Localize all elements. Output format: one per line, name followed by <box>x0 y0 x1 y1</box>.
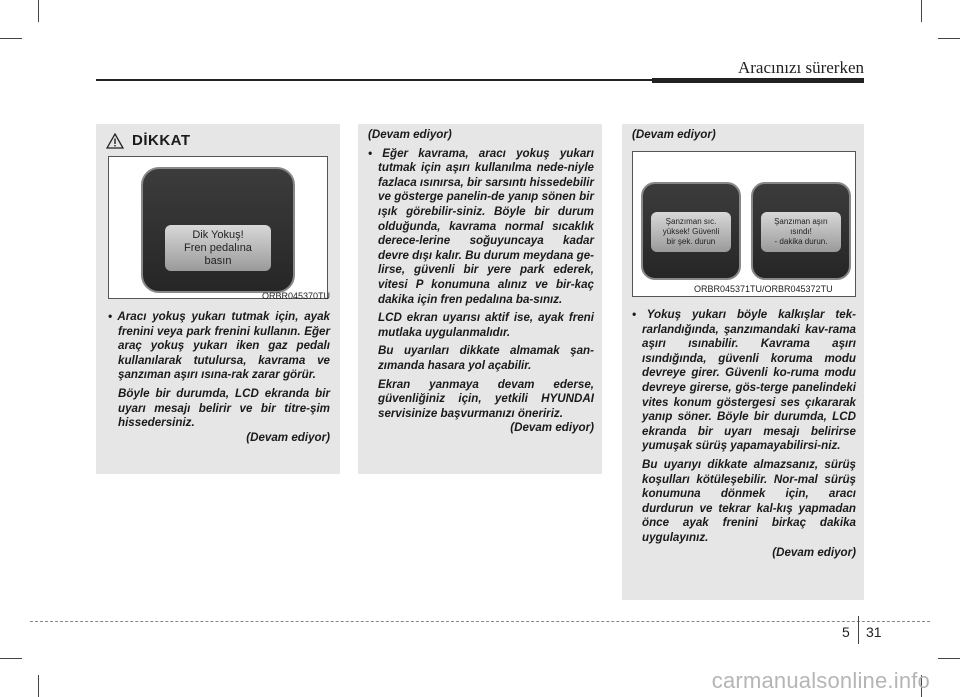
header-bar <box>652 78 864 83</box>
crop-mark <box>0 658 22 659</box>
caution-panel-right <box>622 124 864 600</box>
page-number-separator <box>858 616 859 644</box>
image-label: ORBR045371TU/ORBR045372TU <box>694 284 833 294</box>
bullet-item: • Eğer kavrama, aracı yokuş yukarı tutmak için aşırı kullanılma nede-niyle fazlaca ısınırsa, bir sarsıntı hissedebilir ve gösterge panelin-de yanıp sönen bir ışık görebilir-siniz. Böyle bir durum olduğunda, kavrama normal sıcaklık derece-lerine soğuyuncaya kadar devre dışı kalır. Bu durum meydana ge-lirse, güvenli bir yere park ederek, vitesi P konumuna alınız ve bir-kaç dakika için fren pedalına ba-sınız. <box>368 146 595 306</box>
crop-mark <box>38 0 39 22</box>
display-line: basın <box>204 254 232 267</box>
display-line: ısındı! <box>790 227 812 236</box>
page-header-title: Aracınızı sürerken <box>737 58 864 77</box>
continued-label: (Devam ediyor) <box>246 430 330 444</box>
crop-mark <box>938 38 960 39</box>
continued-label: (Devam ediyor) <box>368 128 452 141</box>
paragraph: Ekran yanmaya devam ederse, güvenliğiniz için, yetkili HYUNDAI servisinize başvurmanızı öneririz. <box>378 377 594 420</box>
paragraph: Böyle bir durumda, LCD ekranda bir uyarı mesajı belirir ve bir titre-şim hissedersiniz. <box>118 386 330 430</box>
continued-label: (Devam ediyor) <box>772 545 856 559</box>
crop-mark <box>0 38 22 39</box>
bullet-item: • Aracı yokuş yukarı tutmak için, ayak frenini veya park frenini kullanın. Eğer araç yokuş yukarı iken gaz pedalı kullanılarak tutulursa, kavrama ve şanzıman aşırı ısına-rak zarar görür. <box>108 310 330 382</box>
continued-label: (Devam ediyor) <box>510 421 594 435</box>
footer-dashed-rule <box>30 621 930 622</box>
caution-text <box>368 128 594 436</box>
lcd-screen <box>761 212 841 252</box>
caution-panel-left <box>96 124 340 474</box>
crop-mark <box>38 675 39 697</box>
bullet-item: • Yokuş yukarı böyle kalkışlar tek-rarlandığında, şanzımandaki kav-rama aşırı ısınabilir. Kavrama aşırı ısındığında, güvenli koruma modu devreye girer. Güvenli ko-ruma modu devreye girerse, gös-terge panelindeki vites konum göstergesi ses çıkararak yanıp söner. Böyle bir durumda, LCD ekranda bir uyarı mesajı belirirse yumuşak sürüş yapamayabilirsi-niz. <box>632 308 856 453</box>
lcd-illustration <box>108 156 331 301</box>
paragraph: LCD ekran uyarısı aktif ise, ayak freni mutlaka uygulanmalıdır. <box>378 311 594 339</box>
chapter-number: 5 <box>842 624 850 640</box>
crop-mark <box>921 0 922 22</box>
paragraph: Bu uyarıları dikkate almamak şan-zımanda hasara yol açabilir. <box>378 344 594 372</box>
crop-mark <box>938 658 960 659</box>
lcd-display-b <box>751 182 851 280</box>
display-line: - dakika durun. <box>774 237 828 246</box>
lcd-display-a <box>641 182 741 280</box>
lcd-display <box>141 167 295 293</box>
caution-title: DİKKAT <box>132 132 191 149</box>
lcd-screen <box>165 225 271 271</box>
lcd-illustration <box>632 151 856 297</box>
display-line: Dik Yokuş! <box>192 228 244 241</box>
lcd-screen <box>651 212 731 252</box>
image-label: ORBR045370TU <box>262 291 331 301</box>
display-line: Şanzıman aşırı <box>774 217 828 226</box>
continued-label: (Devam ediyor) <box>632 128 716 141</box>
caution-text <box>108 310 330 445</box>
display-line: bir şek. durun <box>666 237 716 246</box>
display-line: Şanzıman sıc. <box>665 217 717 226</box>
paragraph: Bu uyarıyı dikkate almazsanız, sürüş koşulları kötüleşebilir. Nor-mal sürüş konumuna dönmek için, aracı durdurun ve tekrar kal-kış yapmadan önce ayak frenini birkaç dakika uygulayınız. <box>642 457 856 544</box>
display-line: Fren pedalına <box>184 241 252 254</box>
page-number: 31 <box>866 624 882 640</box>
watermark-text: carmanualsonline.info <box>711 668 930 693</box>
caution-text <box>632 308 856 560</box>
display-line: yüksek! Güvenli <box>662 227 720 236</box>
caution-panel-middle <box>358 124 602 474</box>
caution-heading <box>106 132 191 149</box>
warning-triangle-icon <box>106 133 124 149</box>
